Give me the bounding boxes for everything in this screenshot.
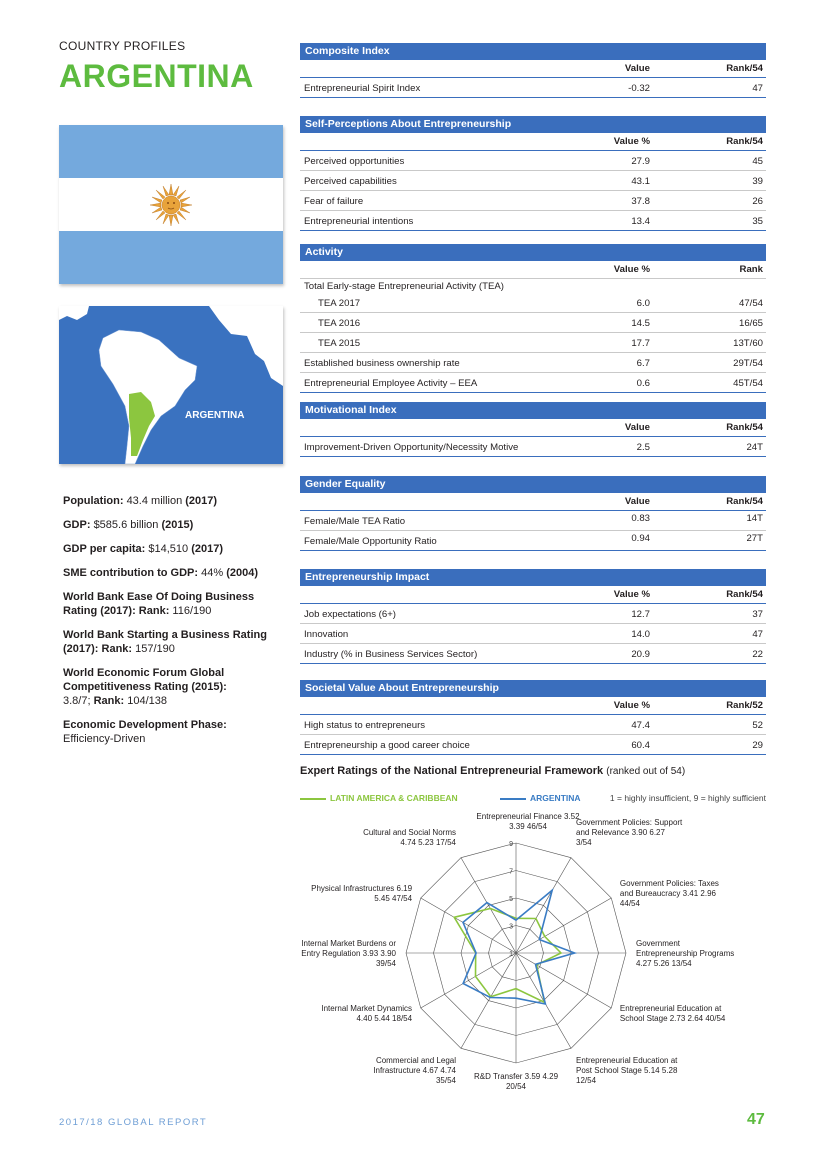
table-row: Perceived capabilities 43.1 39 [300, 171, 766, 191]
footer-report: 2017/18 GLOBAL REPORT [59, 1117, 208, 1128]
category-label: Cultural and Social Norms 4.74 5.23 17/54 [363, 828, 456, 848]
table-column-header: Value % Rank/52 [300, 697, 766, 715]
category-label: Internal Market Dynamics 4.40 5.44 18/54 [321, 1004, 413, 1023]
category-label: Physical Infrastructures 6.19 5.45 47/54 [311, 884, 413, 903]
radar-chart [298, 812, 768, 1097]
fact-sme-contribution: SME contribution to GDP: 44% (2004) [63, 567, 258, 579]
table-row: TEA 2016 14.5 16/65 [300, 313, 766, 333]
societal-value-table [300, 680, 766, 755]
table-title: Entrepreneurship Impact [300, 569, 766, 586]
chart-legend [300, 793, 766, 805]
table-row: Female/Male Opportunity Ratio 0.94 27T [300, 531, 766, 551]
fact-population: Population: 43.4 million (2017) [63, 495, 218, 507]
fact-ease-of-business: World Bank Ease Of Doing Business Rating (2017): Rank: 116/190 [63, 591, 255, 617]
argentina-flag [59, 125, 283, 284]
country-facts [63, 494, 285, 756]
table-column-header: Value % Rank [300, 261, 766, 279]
category-label: Internal Market Burdens or Entry Regulation 3.93 3.90 39/54 [301, 939, 396, 968]
table-row: Improvement-Driven Opportunity/Necessity Motive 2.5 24T [300, 437, 766, 457]
country-title: ARGENTINA [59, 58, 254, 94]
grid-spoke [516, 858, 571, 953]
fact-development-phase: Economic Development Phase: Efficiency-Driven [63, 719, 227, 745]
table-row: Job expectations (6+) 12.7 37 [300, 604, 766, 624]
table-title: Motivational Index [300, 402, 766, 419]
self-perceptions-table [300, 116, 766, 231]
table-title: Societal Value About Entrepreneurship [300, 680, 766, 697]
tick-label: 1 [509, 951, 513, 958]
series-line-argentina [463, 890, 575, 1004]
tick-label: 9 [509, 841, 513, 848]
fact-gdp-per-capita: GDP per capita: $14,510 (2017) [63, 543, 224, 555]
table-row: Entrepreneurial Employee Activity – EEA 0.6 45T/54 [300, 373, 766, 393]
table-column-header: Value Rank/54 [300, 60, 766, 78]
category-label: Government Policies: Taxes and Bureaucracy 3.41 2.96 44/54 [619, 879, 719, 908]
fact-gdp: GDP: $585.6 billion (2015) [63, 519, 194, 531]
table-row: High status to entrepreneurs 47.4 52 [300, 715, 766, 735]
category-label: R&D Transfer 3.59 4.29 20/54 [473, 1072, 559, 1091]
table-row: Industry (% in Business Services Sector) 20.9 22 [300, 644, 766, 664]
grid-spoke [421, 953, 516, 1008]
expert-ratings-title: Expert Ratings of the National Entrepreneurial Framework (ranked out of 54) [300, 765, 686, 777]
legend-item-lac: LATIN AMERICA & CARIBBEAN [300, 793, 458, 803]
table-column-header: Value % Rank/54 [300, 133, 766, 151]
tick-label: 3 [509, 923, 513, 931]
table-group-label: Total Early-stage Entrepreneurial Activity (TEA) [304, 281, 504, 292]
category-label: Entrepreneurial Finance 3.52 3.39 46/54 [476, 812, 580, 831]
scale-note: 1 = highly insufficient, 9 = highly sufficient [609, 793, 766, 803]
tick-label: 5 [509, 896, 513, 903]
table-row: Entrepreneurship a good career choice 60.4 29 [300, 735, 766, 755]
location-map [59, 306, 283, 464]
table-column-header: Value Rank/54 [300, 493, 766, 511]
page-number: 47 [747, 1111, 765, 1128]
series-line-lac [454, 909, 561, 1003]
gender-equality-table [300, 476, 766, 551]
table-row: Entrepreneurial intentions 13.4 35 [300, 211, 766, 231]
category-label: Government Policies: Support and Relevance 3.90 6.27 3/54 [576, 818, 683, 848]
table-row: Established business ownership rate 6.7 29T/54 [300, 353, 766, 373]
category-label: Government Entrepreneurship Programs 4.27 5.26 13/54 [636, 939, 735, 968]
table-title: Gender Equality [300, 476, 766, 493]
category-label: Entrepreneurial Education at Post School Stage 5.14 5.28 12/54 [576, 1055, 678, 1085]
motivational-index-table [300, 402, 766, 457]
table-row: TEA 2015 17.7 13T/60 [300, 333, 766, 353]
grid-spoke [516, 953, 611, 1008]
composite-index-table [300, 43, 766, 98]
activity-table [300, 244, 766, 393]
table-column-header: Value Rank/54 [300, 419, 766, 437]
fact-starting-business: World Bank Starting a Business Rating (2017): Rank: 157/190 [63, 629, 267, 655]
table-title: Activity [300, 244, 766, 261]
table-column-header: Value % Rank/54 [300, 586, 766, 604]
category-label: Entrepreneurial Education at School Stage 2.73 2.64 40/54 [619, 1004, 726, 1023]
table-row: Perceived opportunities 27.9 45 [300, 151, 766, 171]
table-row: Entrepreneurial Spirit Index -0.32 47 [300, 78, 766, 98]
sun-of-may-icon [149, 183, 193, 227]
entrepreneurship-impact-table [300, 569, 766, 664]
table-row: Female/Male TEA Ratio 0.83 14T [300, 511, 766, 531]
table-title: Composite Index [300, 43, 766, 60]
map-label: ARGENTINA [185, 410, 245, 421]
table-row: TEA 2017 6.0 47/54 [300, 293, 766, 313]
table-title: Self-Perceptions About Entrepreneurship [300, 116, 766, 133]
grid-spoke [516, 898, 611, 953]
table-row: Innovation 14.0 47 [300, 624, 766, 644]
table-row: Fear of failure 37.8 26 [300, 191, 766, 211]
category-label: Commercial and Legal Infrastructure 4.67 4.74 35/54 [373, 1055, 456, 1085]
fact-competitiveness: World Economic Forum Global Competitiveness Rating (2015): 3.8/7; Rank: 104/138 [63, 667, 227, 707]
legend-item-argentina: ARGENTINA [500, 793, 581, 803]
section-kicker: COUNTRY PROFILES [59, 39, 186, 53]
tick-label: 7 [509, 868, 513, 876]
grid-spoke [421, 898, 516, 953]
